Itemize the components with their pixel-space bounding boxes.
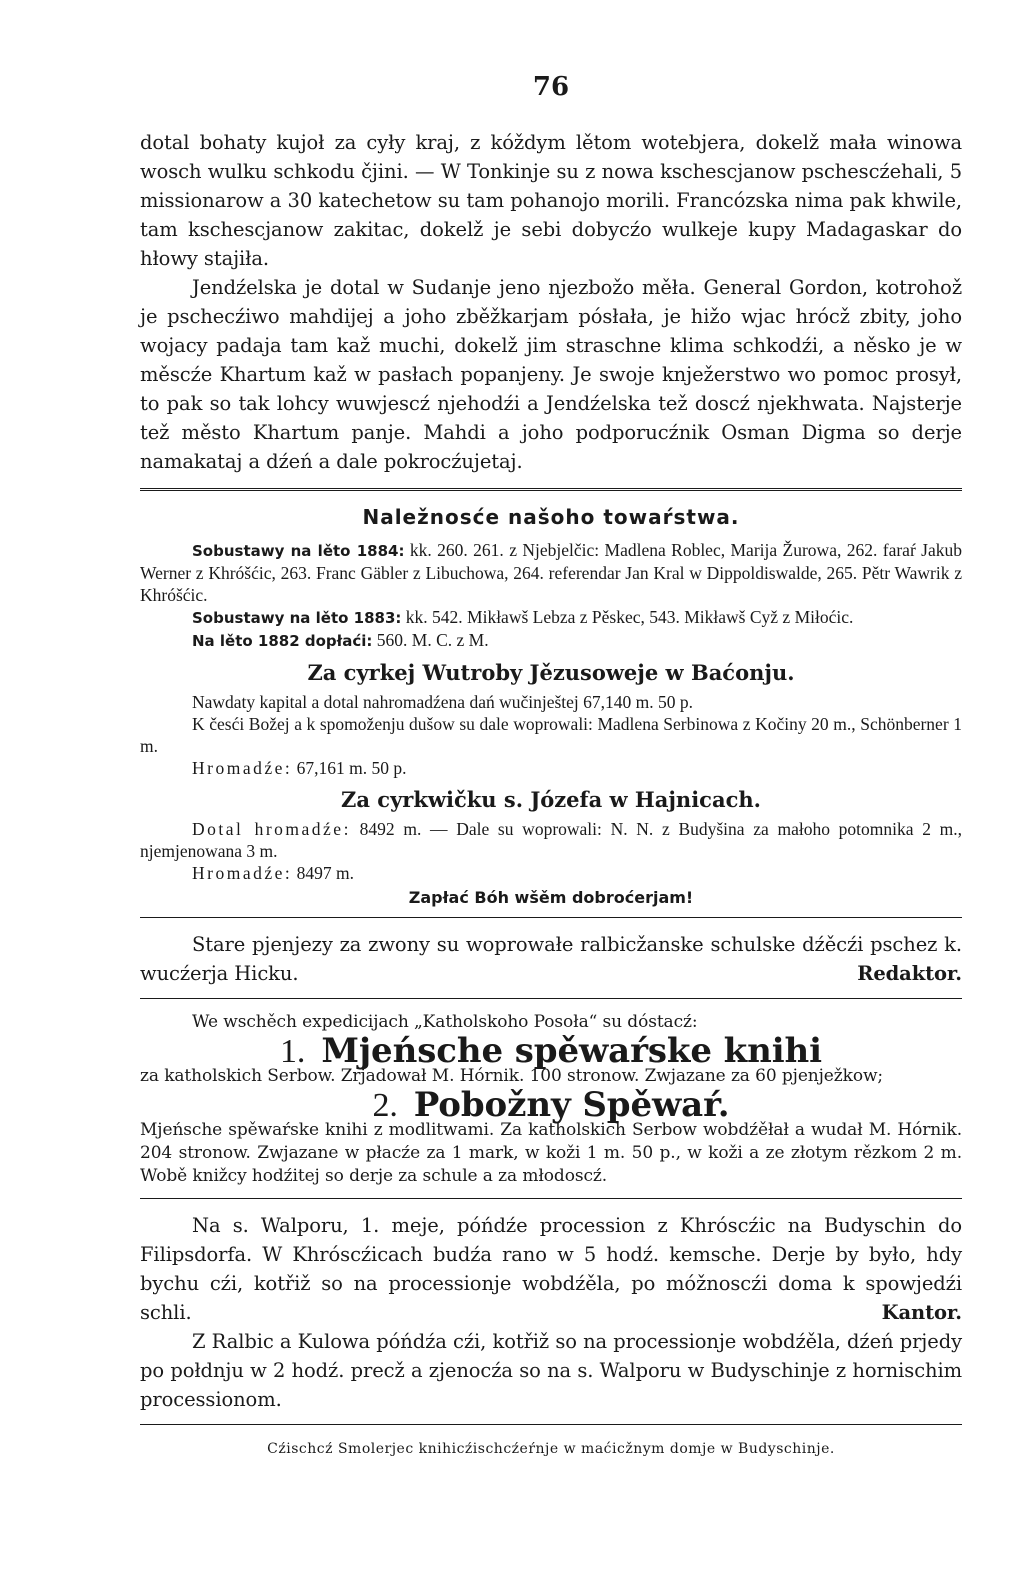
dues-1884-label: Sobustawy na lěto 1884:: [192, 542, 405, 560]
ad2-description: Mjeńsche spěwaŕske knihi z modlitwami. Za katholskich Serbow wobdźěłał a wudał M. Hórnik. 204 stronow. Zwjazane w płacźe za 1 mark, w koži 1 m. 50 p., w koži a ze złotym rězkom 2 m. Wobě knižcy hodźitej so derje za schule a za młodoscź.: [140, 1120, 962, 1186]
church2-p1-text: 8492 m. — Dale su woprowali: N. N. z Budyšina za małoho potomnika 2 m., njemjenowana 3 m.: [140, 819, 963, 861]
procession-p1: [140, 1211, 962, 1327]
dues-1882-label: Na lěto 1882 dopłaći:: [192, 632, 373, 650]
church2-total-label: Hromadźe:: [192, 863, 293, 883]
printer-footer: Cźischcź Smolerjec knihicźischcźeŕnje w maćicžnym domje w Budyschinje.: [267, 1441, 835, 1457]
church1-total: [140, 757, 962, 779]
ad1-description: za katholskich Serbow. Zrjadował M. Hórnik. 100 stronow. Zwjazane za 60 pjenježkow;: [140, 1066, 884, 1086]
bells-text: Stare pjenjezy za zwony su woprowałe ralbicžanske schulske dźěcźi pschez k. wucźerja Hicku.: [140, 933, 962, 985]
church1-p1: Nawdaty kapital a dotal nahromadźena dań wučinještej 67,140 m. 50 p.: [192, 692, 694, 712]
newspaper-page: [140, 72, 962, 1457]
double-rule-divider: [140, 488, 962, 491]
ad2-title-row: [140, 1085, 962, 1125]
ad1-number: 1.: [280, 1033, 306, 1070]
page-number: 76: [532, 72, 570, 102]
dues-1883-label: Sobustawy na lěto 1883:: [192, 609, 402, 627]
ad2-title: Pobožny Spěwaŕ.: [413, 1085, 730, 1125]
church2-p1-label: Dotal hromadźe:: [192, 819, 351, 839]
church2-p1: [140, 818, 962, 862]
rule-divider-3: [140, 1198, 962, 1199]
church1-total-label: Hromadźe:: [192, 758, 293, 778]
dues-1883-text: kk. 542. Mikławš Lebza z Pěskec, 543. Mikławš Cyž z Miłoćic.: [405, 607, 854, 627]
dues-1883: [140, 606, 962, 629]
thanks-line: Zapłać Bóh wšěm dobroćerjam!: [408, 888, 694, 907]
ad1-title-row: [140, 1031, 962, 1071]
bells-signature: Redaktor.: [857, 962, 962, 985]
ad2-number: 2.: [372, 1087, 398, 1124]
rule-divider-4: [140, 1424, 962, 1425]
dues-section: [140, 539, 962, 652]
dues-1882-text: 560. M. C. z M.: [376, 630, 489, 650]
dues-1884: [140, 539, 962, 606]
ads-intro: We wschěch expedicijach „Katholskoho Posoła“ su dóstacź:: [192, 1012, 698, 1032]
rule-divider-2: [140, 998, 962, 999]
church2-total: [140, 862, 962, 884]
news-section: [140, 128, 962, 476]
bells-paragraph: [140, 930, 962, 988]
church1-heading: Za cyrkej Wutroby Jězusoweje w Baćonju.: [307, 660, 795, 685]
church2-heading: Za cyrkwičku s. Józefa w Hajnicach.: [341, 787, 761, 812]
ads-section: [140, 1011, 962, 1188]
dues-1882: [140, 629, 962, 652]
church2-section: [140, 818, 962, 884]
dues-1884-text: kk. 260. 261. z Njebjelčic: Madlena Roblec, Marija Žurowa, 262. faraŕ Jakub Werner z Khróšćic, 263. Franc Gäbler z Libuchowa, 264. referendar Jan Kral w Dippoldiswalde, 265. Pětr Wawrik z Khróšćic.: [140, 540, 963, 605]
news-paragraph-1: dotal bohaty kujoł za cyły kraj, z kóždym lětom wotebjera, dokelž mała winowa wosch wulku schkodu čjini. — W Tonkinje su z nowa kschescjanow pschescźehali, 5 missionarow a 30 katechetow su tam pohanojo morili. Francózska nima pak khwile, tam kschescjanow zakitac, dokelž je sebi dobycźo wulkeje kupy Madagaskar do hłowy stajiła.: [140, 131, 962, 270]
church1-total-value: 67,161 m. 50 p.: [296, 758, 407, 778]
procession-p1-text: Na s. Walporu, 1. meje, póńdźe procession z Khróscźic na Budyschin do Filipsdorfa. W Khróscźicach budźa rano w 5 hodź. kemsche. Derje by było, hdy bychu cźi, kotřiž so na processionje wobdźěla, po móžnoscźi doma k spowjedźi schli.: [140, 1214, 962, 1324]
bells-note: [140, 930, 962, 988]
ad1-title: Mjeńsche spěwaŕske knihi: [321, 1031, 822, 1071]
procession-section: [140, 1211, 962, 1414]
church2-total-value: 8497 m.: [296, 863, 354, 883]
rule-divider-1: [140, 917, 962, 918]
news-paragraph-2: Jendźelska je dotal w Sudanje jeno njezbožo měła. General Gordon, kotrohož je pschecźiwo mahdijej a joho zběžkarjam pósłała, je hižo wjac hrócž zbity, joho wojacy padaja tam kaž muchi, dokelž jim straschne klima schkodźi, a něsko je w měscźe Khartum kaž w pasłach popanjeny. Je swoje knježerstwo wo pomoc prosył, to pak so tak lohcy wuwjescź njehodźi a Jendźelska tež doscź njekhwata. Najsterje tež město Khartum panje. Mahdi a joho podporucźnik Osman Digma so derje namakataj a dźeń a dale pokrocźujetaj.: [140, 276, 962, 473]
church1-p2: K česći Božej a k spomoženju dušow su dale woprowali: Madlena Serbinowa z Kočiny 20 m., Schönberner 1 m.: [140, 714, 962, 756]
dues-heading: Naležnosće našoho towaŕstwa.: [362, 505, 740, 529]
procession-p2: Z Ralbic a Kulowa póńdźa cźi, kotřiž so na processionje wobdźěla, dźeń prjedy po połdnju w 2 hodź. precž a zjenocźa so na s. Walporu w Budyschinje z hornischim processionom.: [140, 1330, 962, 1411]
church1-section: [140, 691, 962, 779]
procession-signature: Kantor.: [881, 1301, 962, 1324]
